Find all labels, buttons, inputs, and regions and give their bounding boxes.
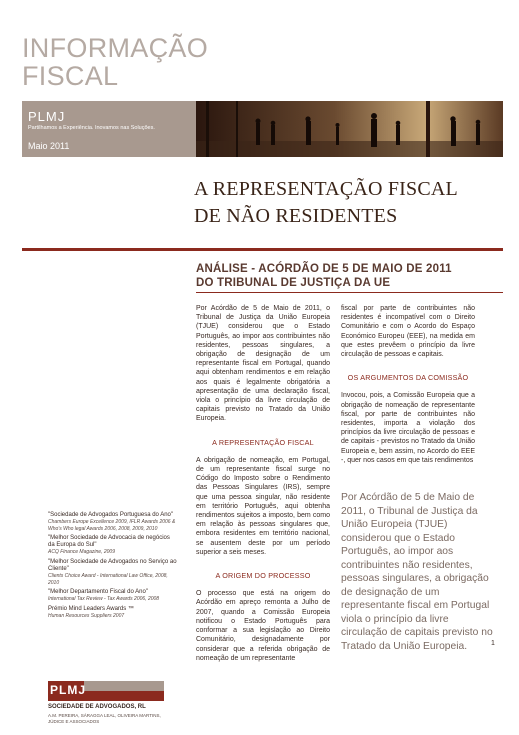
award-item: "Melhor Sociedade de Advogados no Serviço ao Cliente" Clients Choice Award - International Law Office, 2008, 2010 xyxy=(48,558,177,586)
brand-band xyxy=(22,101,196,157)
section-heading-origin: A ORIGEM DO PROCESSO xyxy=(215,571,311,581)
subtitle-divider xyxy=(196,292,503,293)
representation-paragraph: A obrigação de nomeação, em Portugal, de um representante fiscal surge no Código do Imposto sobre o Rendimento das Pessoas Singulares (IRS), sempre que uma pessoa singular, não residente em território Português, aqui obtenha rendimentos sujeitos a imposto, bem como em relação às pessoas singulares que, embora residentes em território nacional, se ausentem deste por um período superior a seis meses. xyxy=(196,456,330,556)
award-item: "Melhor Sociedade de Advocacia de negócios da Europa do Sul" ACQ Finance Magazine, 2009 xyxy=(48,534,170,556)
subtitle-line2: DO TRIBUNAL DE JUSTIÇA DA UE xyxy=(196,277,391,289)
arguments-paragraph: Invocou, pois, a Comissão Europeia que a obrigação de nomeação de representante fiscal, por parte de contribuintes não residentes, importa a violação dos princípios da livre circulação de pessoas e de capitais - previstos no Tratado da União Europeia e, bem assim, no Acordo do EEE -, quer nos casos em que tais rendimentos xyxy=(341,392,475,464)
subtitle-line1: ANÁLISE - ACÓRDÃO DE 5 DE MAIO DE 2011 xyxy=(196,263,452,275)
award-item: "Sociedade de Advogados Portuguesa do Ano" Chambers Europe Excellence 2009, IFLR Awards 2006 & Who's Who legal Awards 2006, 2008, 2009, 2010 xyxy=(48,512,176,532)
article-title-line1: A REPRESENTAÇÃO FISCAL xyxy=(194,178,458,200)
footer-firm-name: SOCIEDADE DE ADVOGADOS, RL xyxy=(48,704,146,710)
awards-list xyxy=(48,512,178,622)
issue-date: Maio 2011 xyxy=(28,141,70,151)
newsletter-title xyxy=(22,34,208,90)
footer-partner-names: A.M. PEREIRA, SÁRAGGA LEAL, OLIVEIRA MARTINS, JÚDICE E ASSOCIADOS xyxy=(48,713,161,724)
newsletter-title-line2: FISCAL xyxy=(22,61,119,91)
page-number: 1 xyxy=(491,640,495,647)
footer-logo-text: PLMJ xyxy=(50,683,87,697)
newsletter-title-line1: INFORMAÇÃO xyxy=(22,33,209,63)
header-photo xyxy=(196,101,503,157)
section-heading-representation: A REPRESENTAÇÃO FISCAL xyxy=(212,437,314,447)
title-divider xyxy=(22,248,503,251)
brand-name: PLMJ xyxy=(28,109,66,124)
column-right xyxy=(341,304,475,465)
article-subtitle xyxy=(196,262,452,290)
section-heading-arguments: OS ARGUMENTOS DA COMISSÃO xyxy=(347,373,469,383)
logo-bar-bottom xyxy=(84,691,164,701)
logo-bar-top xyxy=(84,681,164,691)
award-item: Prémio Mind Leaders Awards ™ Human Resources Suppliers 2007 xyxy=(48,605,134,619)
column-left xyxy=(196,304,330,663)
intro-paragraph: Por Acórdão de 5 de Maio de 2011, o Tribunal de Justiça da União Europeia (TJUE) considerou que o Estado Português, ao impor aos contribuintes não residentes, pessoas singulares, a obrigação de designação de um representante fiscal em Portugal, quando aqui obtenham rendimentos e em relação aos quais é legalmente obrigatória a apresentação de uma declaração fiscal, viola o princípio da livre circulação de capitais previsto no Tratado da União Europeia. xyxy=(196,305,330,423)
brand-slogan: Partilhamos a Experiência. Inovamos nas Soluções. xyxy=(28,125,155,131)
article-title xyxy=(194,176,458,230)
pull-quote: Por Acórdão de 5 de Maio de 2011, o Tribunal de Justiça da União Europeia (TJUE) considerou que o Estado Português, ao impor aos contribuintes não residentes, pessoas singulares, a obrigação de designação de um representante fiscal em Portugal viola o princípio da livre circulação de capitais previsto no Tratado da União Europeia. xyxy=(341,492,493,652)
origin-paragraph: O processo que está na origem do Acórdão em apreço remonta a Julho de 2007, quando a Comissão Europeia notificou o Estado Português para conformar a sua legislação ao Direito Comunitário, designadamente por considerar que a referida obrigação de nomeação de um representante xyxy=(196,590,330,662)
continuation-paragraph: fiscal por parte de contribuintes não residentes é incompatível com o Direito Comunitário e com o Acordo do Espaço Económico Europeu (EEE), na medida em que estes prevêem o princípio da livre circulação de pessoas e capitais. xyxy=(341,305,475,359)
article-title-line2: DE NÃO RESIDENTES xyxy=(194,205,398,227)
award-item: "Melhor Departamento Fiscal do Ano" International Tax Review - Tax Awards 2006, 2008 xyxy=(48,588,160,603)
